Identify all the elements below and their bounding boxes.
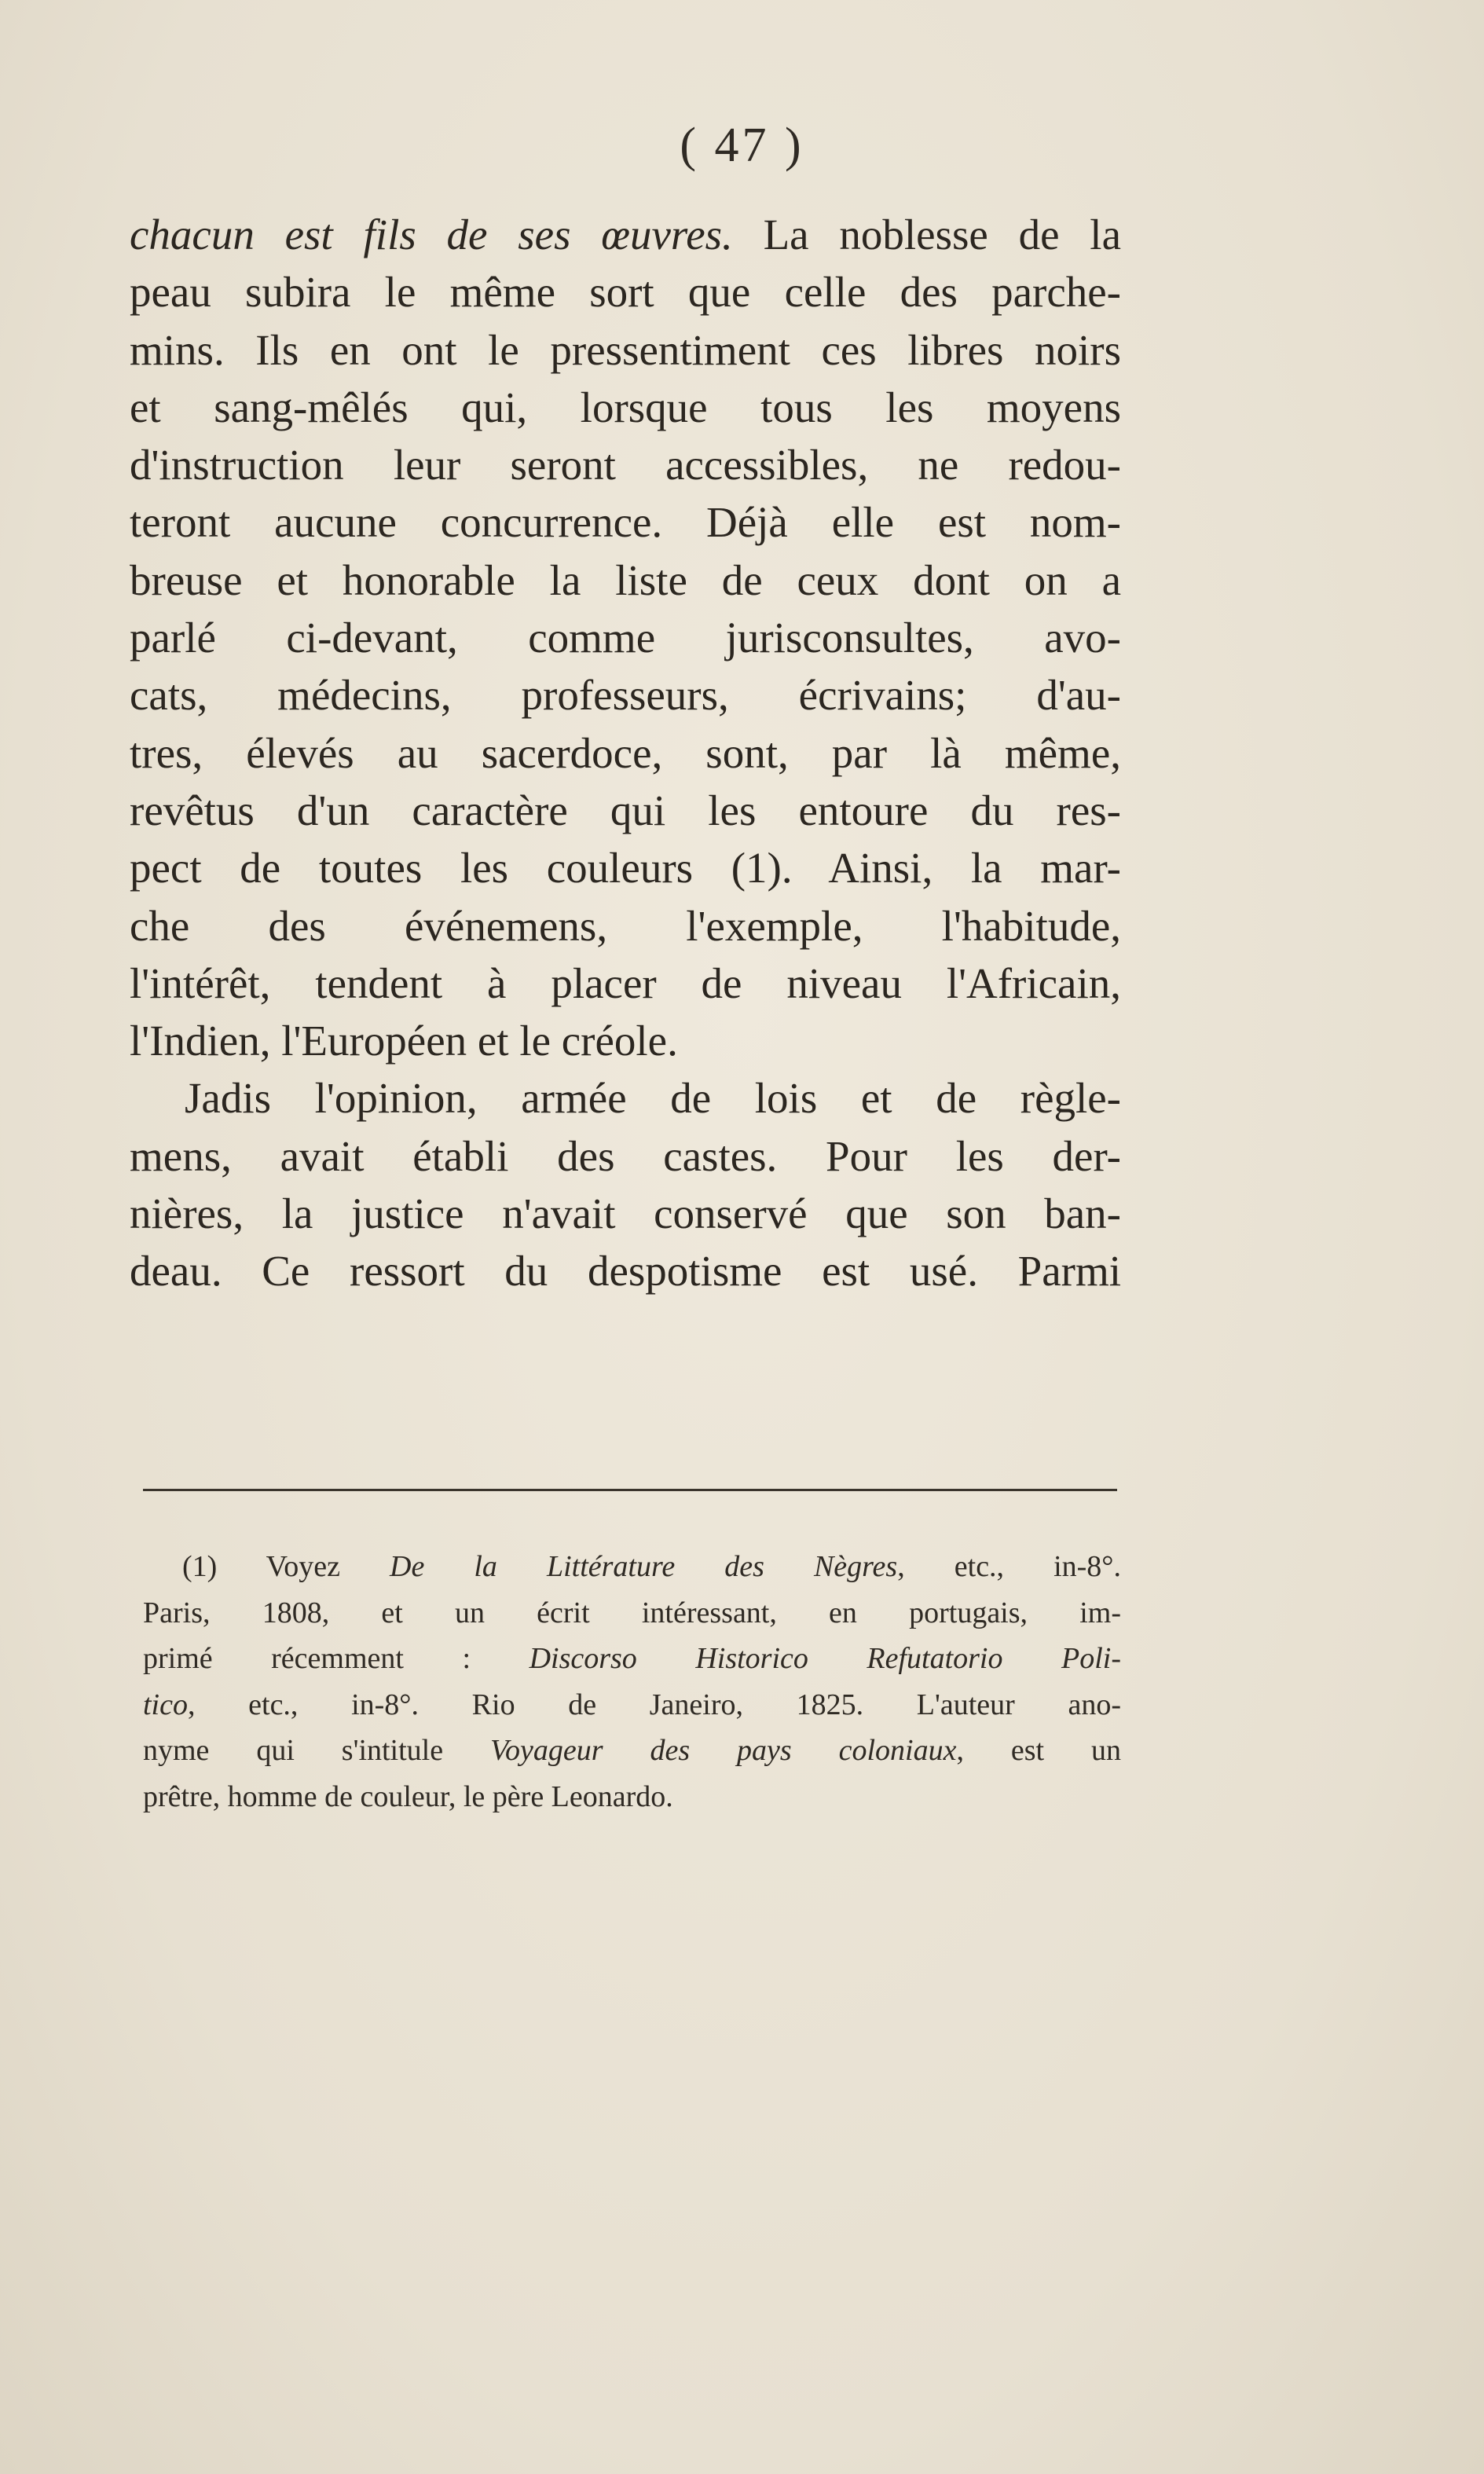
paragraph-start-line: Jadis l'opinion, armée de lois et de règle- — [185, 1074, 1121, 1123]
footnote-divider — [143, 1489, 1117, 1491]
text-line: cats, médecins, professeurs, écrivains; d'au- — [130, 671, 1121, 720]
text-line: mins. Ils en ont le pressentiment ces libres noirs — [130, 325, 1121, 374]
footnote-line: Paris, 1808, et un écrit intéressant, en portugais, im- — [143, 1596, 1121, 1629]
text-line: revêtus d'un caractère qui les entoure du res- — [130, 786, 1121, 834]
text-line: tres, élevés au sacerdoce, sont, par là même, — [130, 728, 1121, 777]
italic-phrase: chacun est fils de ses œuvres. — [130, 211, 733, 258]
text-line: d'instruction leur seront accessibles, ne redou- — [130, 441, 1121, 489]
text-line: che des événemens, l'exemple, l'habitude, — [130, 901, 1121, 950]
text-line: peau subira le même sort que celle des parche- — [130, 268, 1121, 317]
text-line: parlé ci-devant, comme jurisconsultes, avo- — [130, 614, 1121, 662]
text-line: chacun est fils de ses œuvres. La noblesse de la — [130, 211, 1121, 258]
text-line: breuse et honorable la liste de ceux dont on a — [130, 555, 1121, 604]
footnote-line: primé récemment : Discorso Historico Refutatorio Poli- — [143, 1642, 1121, 1675]
footnote — [143, 1544, 1121, 1820]
text-line: mens, avait établi des castes. Pour les der- — [130, 1131, 1121, 1180]
text-line: et sang-mêlés qui, lorsque tous les moyens — [130, 383, 1121, 431]
text-line: deau. Ce ressort du despotisme est usé. Parmi — [130, 1247, 1121, 1296]
footnote-line: nyme qui s'intitule Voyageur des pays coloniaux, est un — [143, 1734, 1121, 1767]
text-line: l'intérêt, tendent à placer de niveau l'Africain, — [130, 958, 1121, 1007]
page-number: ( 47 ) — [680, 119, 804, 172]
main-text — [130, 206, 1121, 1300]
footnote-line: tico, etc., in-8°. Rio de Janeiro, 1825. L'auteur ano- — [143, 1688, 1121, 1721]
footnote-line: (1) Voyez De la Littérature des Nègres, etc., in-8°. — [182, 1550, 1122, 1583]
text-line: teront aucune concurrence. Déjà elle est nom- — [130, 498, 1121, 547]
footnote-line: prêtre, homme de couleur, le père Leonardo. — [143, 1779, 673, 1813]
text-line: l'Indien, l'Européen et le créole. — [130, 1017, 678, 1065]
text-line: nières, la justice n'avait conservé que son ban- — [130, 1189, 1121, 1238]
text-line: pect de toutes les couleurs (1). Ainsi, la mar- — [130, 844, 1121, 892]
